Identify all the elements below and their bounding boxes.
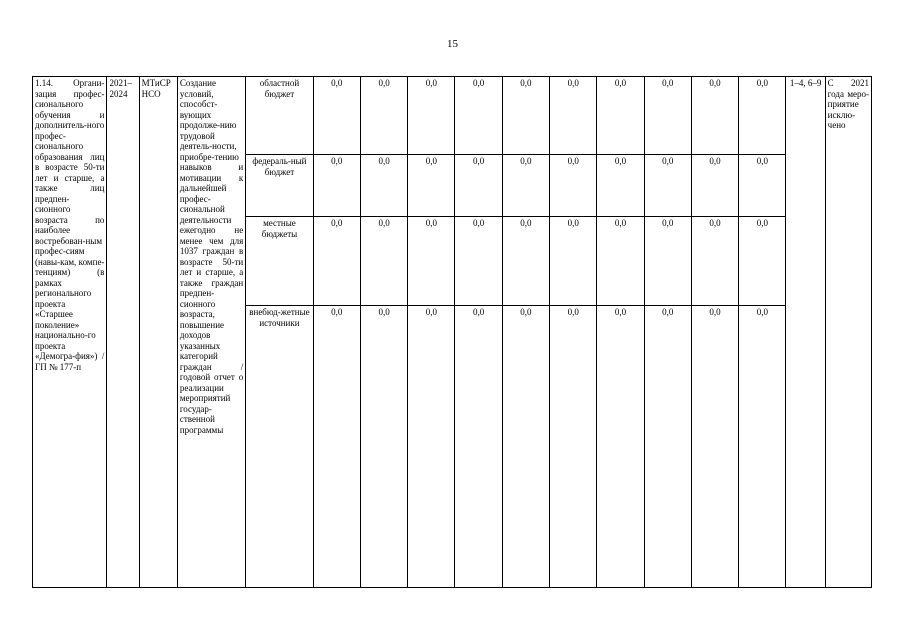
value-cell: 0,0: [739, 77, 786, 155]
page-number: 15: [447, 38, 458, 50]
result-cell: Создание условий, способст-вующих продолже-нию трудовой деятель-ности, приобре-тению навыков и мотивации к дальнейшей профес-сиональной деятельности ежегодно не менее чем для 1037 граждан в возрасте 50-ти лет и старше, а также граждан предпен-сионного возраста, повышение доходов указанных категорий граждан / годовой отчет о реализации мероприятий государ-ственной программы: [177, 77, 245, 588]
value-cell: 0,0: [360, 77, 407, 155]
value-cell: 0,0: [550, 306, 597, 588]
value-cell: 0,0: [739, 217, 786, 306]
value-cell: 0,0: [739, 306, 786, 588]
value-cell: 0,0: [360, 155, 407, 217]
source-name: внебюд-жетные источники: [246, 306, 313, 588]
value-cell: 0,0: [644, 155, 691, 217]
value-cell: 0,0: [455, 306, 502, 588]
value-cell: 0,0: [597, 217, 644, 306]
value-cell: 0,0: [550, 217, 597, 306]
value-cell: 0,0: [691, 77, 738, 155]
value-cell: 0,0: [691, 155, 738, 217]
value-cell: 0,0: [644, 306, 691, 588]
program-table: [32, 76, 872, 588]
value-cell: 0,0: [313, 217, 360, 306]
value-cell: 0,0: [360, 217, 407, 306]
value-cell: 0,0: [408, 155, 455, 217]
source-name: местные бюджеты: [246, 217, 313, 306]
value-cell: 0,0: [502, 155, 549, 217]
value-cell: 0,0: [691, 306, 738, 588]
value-cell: 0,0: [313, 77, 360, 155]
value-cell: 0,0: [502, 306, 549, 588]
value-cell: 0,0: [455, 77, 502, 155]
value-cell: 0,0: [313, 306, 360, 588]
value-cell: 0,0: [455, 217, 502, 306]
value-cell: 0,0: [550, 77, 597, 155]
value-cell: 0,0: [550, 155, 597, 217]
table-row: [33, 77, 872, 155]
value-cell: 0,0: [597, 306, 644, 588]
measure-cell: 1.14. Органи-зация профес-сионального обучения и дополнитель-ного профес-сионального образования лиц в возрасте 50-ти лет и старше, а также лиц предпен-сионного возраста по наиболее востребован-ным профес-сиям (навы-кам, компе-тенциям) (в рамках регионального проекта «Старшее поколение» национально-го проекта «Демогра-фия») / ГП № 177-п: [33, 77, 107, 588]
value-cell: 0,0: [313, 155, 360, 217]
source-name: федераль-ный бюджет: [246, 155, 313, 217]
executor-cell: МТиСР НСО: [139, 77, 177, 588]
targets-cell: 1–4, 6–9: [786, 77, 825, 588]
note-cell: С 2021 года меро-приятие исклю-чено: [825, 77, 871, 588]
value-cell: 0,0: [691, 217, 738, 306]
value-cell: 0,0: [360, 306, 407, 588]
value-cell: 0,0: [644, 77, 691, 155]
value-cell: 0,0: [644, 217, 691, 306]
value-cell: 0,0: [597, 155, 644, 217]
value-cell: 0,0: [408, 77, 455, 155]
value-cell: 0,0: [739, 155, 786, 217]
value-cell: 0,0: [455, 155, 502, 217]
value-cell: 0,0: [408, 217, 455, 306]
period-cell: 2021–2024: [107, 77, 139, 588]
value-cell: 0,0: [597, 77, 644, 155]
source-name: областной бюджет: [246, 77, 313, 155]
value-cell: 0,0: [408, 306, 455, 588]
value-cell: 0,0: [502, 77, 549, 155]
value-cell: 0,0: [502, 217, 549, 306]
